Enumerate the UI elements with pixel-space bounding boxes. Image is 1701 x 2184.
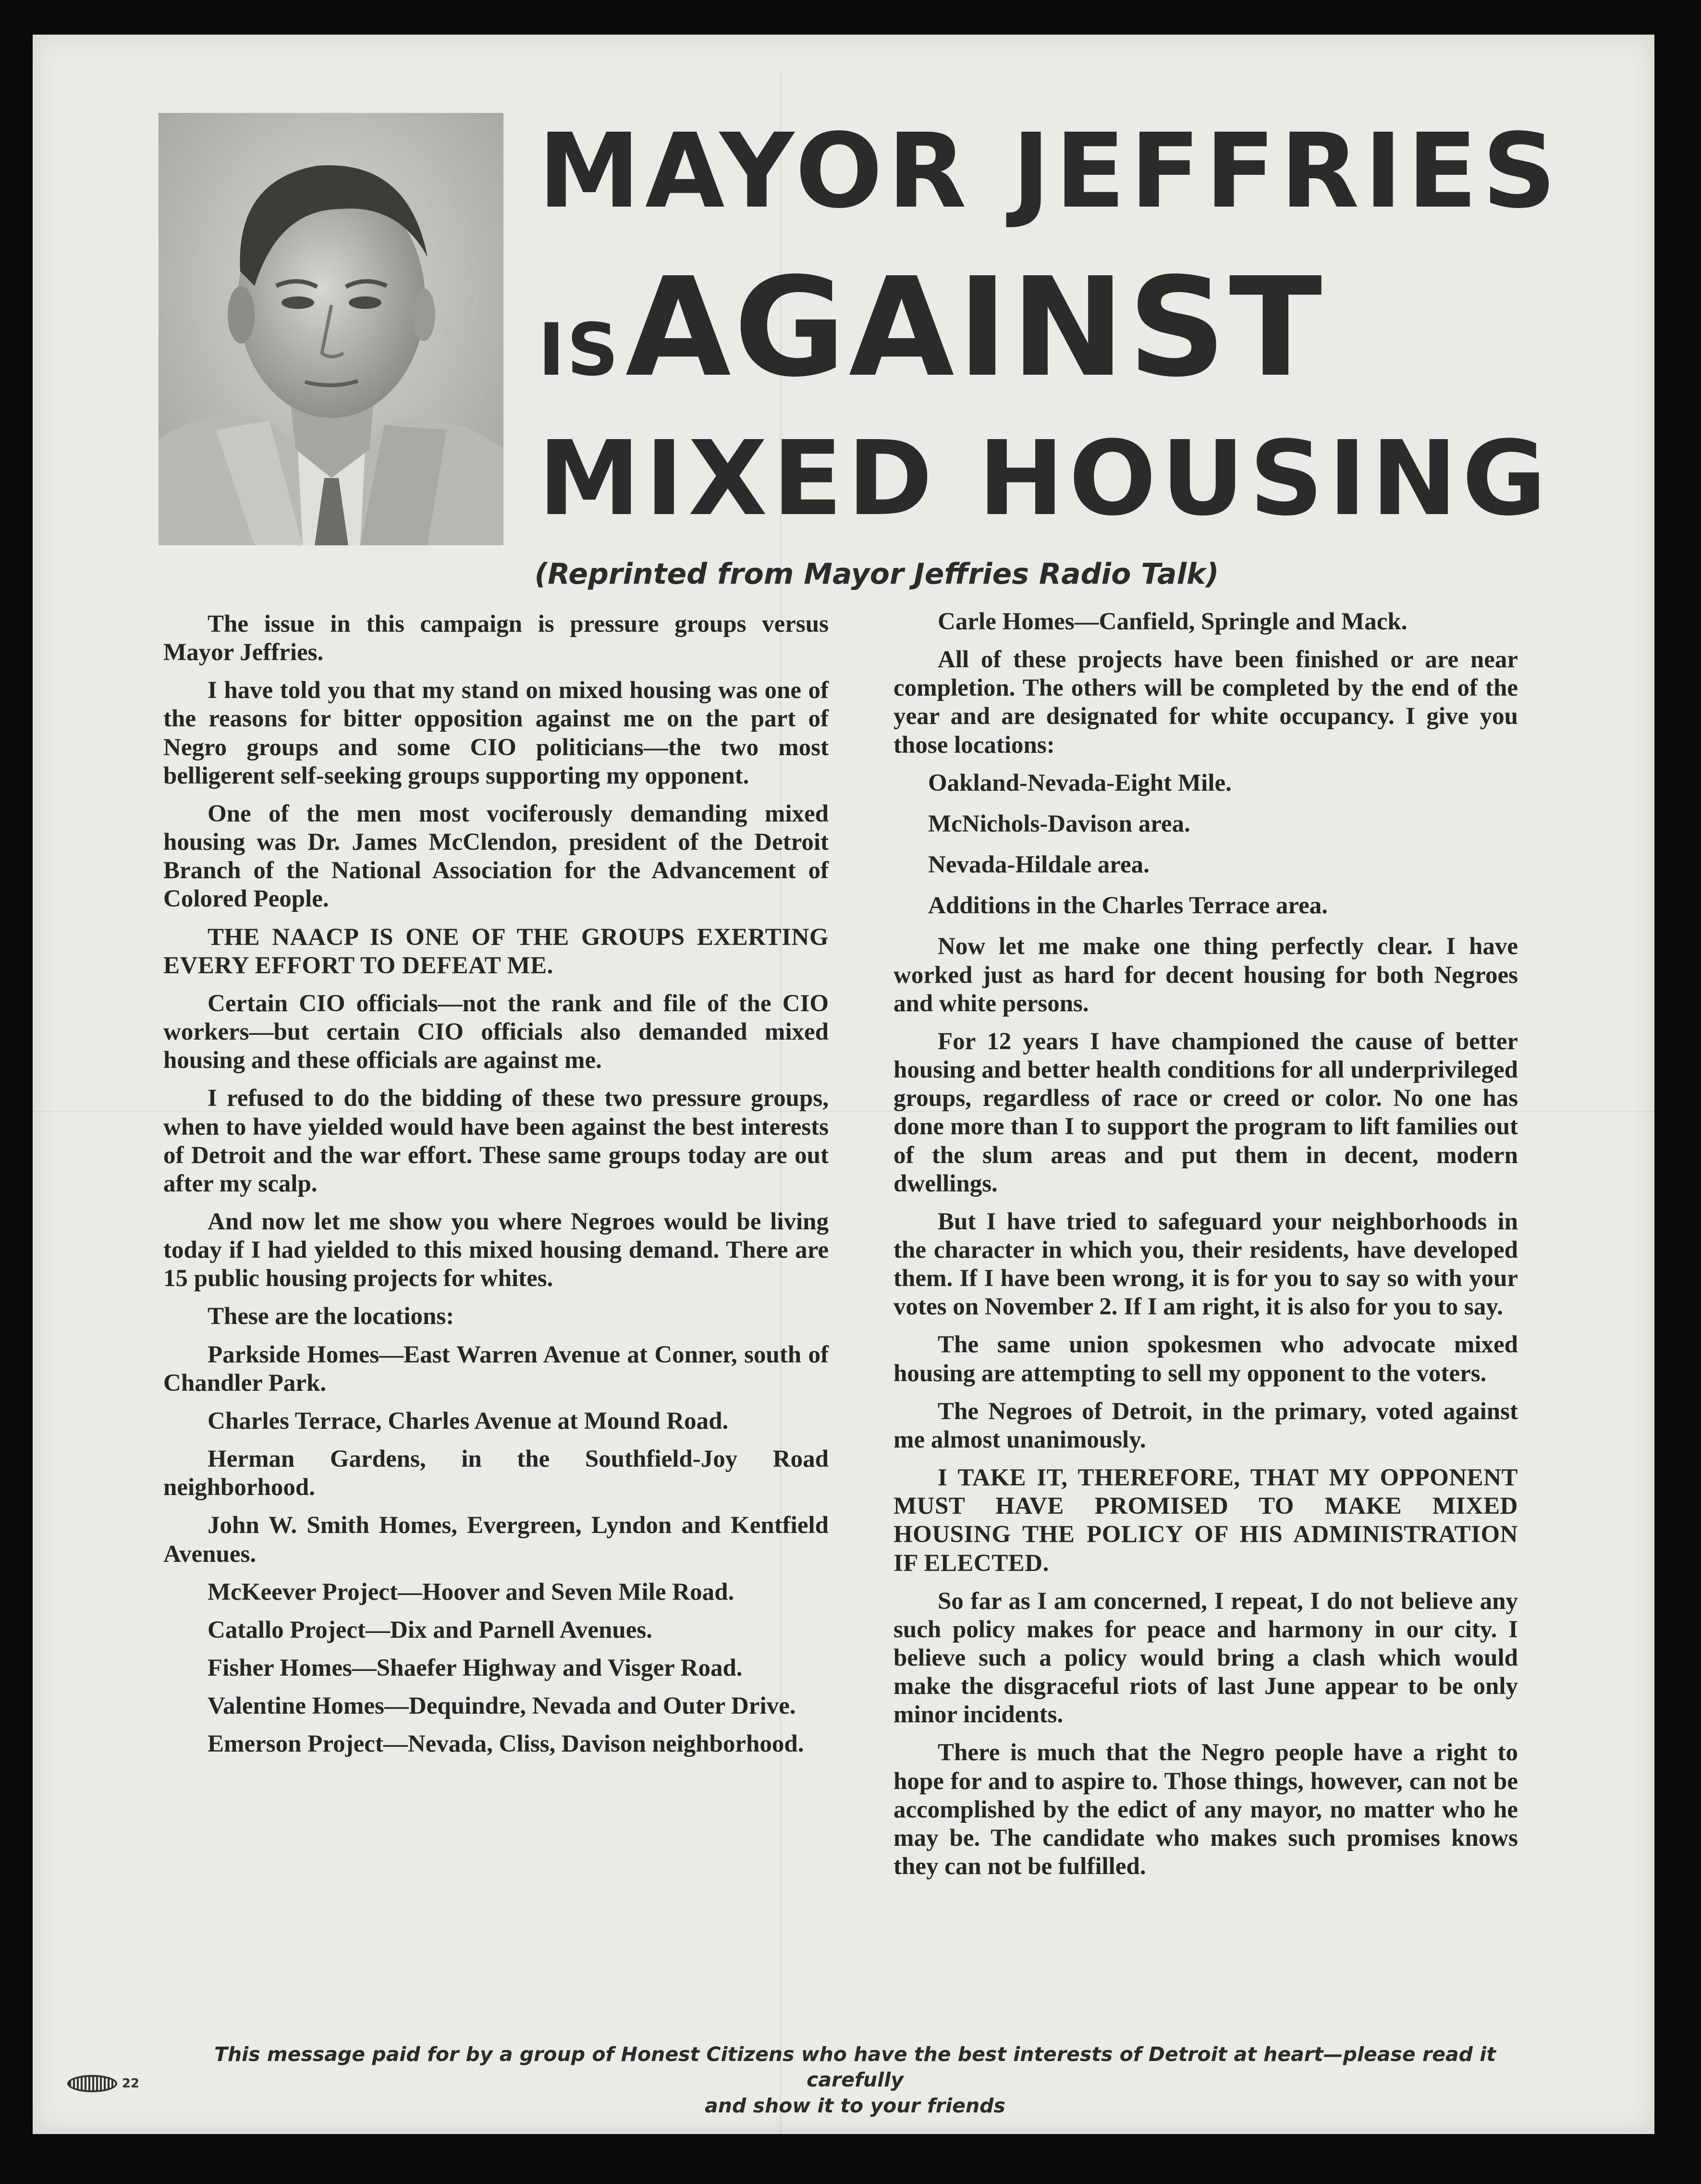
white-location-item: Nevada-Hildale area.: [928, 851, 1150, 879]
right-text-column: [893, 608, 1518, 1890]
location-item: Valentine Homes—Dequindre, Nevada and Outer Drive.: [208, 1693, 796, 1720]
footer-paid-notice: [163, 2042, 1547, 2119]
white-location-item: Additions in the Charles Terrace area.: [928, 892, 1328, 920]
location-item: Parkside Homes—East Warren Avenue at Conner, south of Chandler Park.: [163, 1341, 829, 1397]
location-item: Herman Gardens, in the Southfield-Joy Road neighborhood.: [163, 1446, 829, 1501]
location-item: McKeever Project—Hoover and Seven Mile Road.: [208, 1578, 734, 1606]
paragraph: Now let me make one thing perfectly clear. I have worked just as hard for decent housing for both Negroes and white persons.: [893, 933, 1518, 1017]
footer-line-2: and show it to your friends: [705, 2094, 1005, 2117]
location-item: John W. Smith Homes, Evergreen, Lyndon and Kentfield Avenues.: [163, 1512, 829, 1568]
union-bug-number: 22: [122, 2076, 139, 2091]
subtitle-reprinted: (Reprinted from Mayor Jeffries Radio Talk): [534, 557, 1219, 591]
paragraph: The issue in this campaign is pressure groups versus Mayor Jeffries.: [163, 611, 829, 666]
headline-is: IS: [538, 308, 621, 392]
headline-against: AGAINST: [625, 248, 1325, 407]
union-label-mark: [67, 2072, 139, 2096]
paragraph: Certain CIO officials—not the rank and file of the CIO workers—but certain CIO officials also demanded mixed housing and these officials are against me.: [163, 990, 829, 1074]
footer-line-1: This message paid for by a group of Honest Citizens who have the best interests of Detroit at heart—please read it carefully: [214, 2043, 1496, 2092]
location-item: Carle Homes—Canfield, Springle and Mack.: [938, 608, 1407, 635]
location-item: Catallo Project—Dix and Parnell Avenues.: [208, 1616, 652, 1644]
paragraph: There is much that the Negro people have a right to hope for and to aspire to. Those things, however, can not be accomplished by the edict of any mayor, no matter who he may be. The candidate who makes such promises knows they can not be fulfilled.: [893, 1739, 1518, 1880]
location-item: Emerson Project—Nevada, Cliss, Davison neighborhood.: [208, 1730, 804, 1758]
headline-line-2: [538, 248, 1528, 407]
paragraph: I refused to do the bidding of these two pressure groups, when to have yielded would have been against the best interests of Detroit and the war effort. These same groups today are out after my scalp.: [163, 1085, 829, 1197]
headline-line-3: MIXED HOUSING: [538, 419, 1552, 539]
paragraph: I have told you that my stand on mixed housing was one of the reasons for bitter opposition against me on the part of Negro groups and some CIO politicians—the two most belligerent self-seeking groups supporting my opponent.: [163, 677, 829, 789]
location-item: Charles Terrace, Charles Avenue at Mound Road.: [208, 1407, 729, 1435]
headline-line-1: MAYOR JEFFRIES: [538, 111, 1561, 231]
paragraph: The Negroes of Detroit, in the primary, voted against me almost unanimously.: [893, 1398, 1518, 1453]
paragraph: The same union spokesmen who advocate mixed housing are attempting to sell my opponent to the voters.: [893, 1331, 1518, 1387]
paragraph: These are the locations:: [208, 1303, 454, 1330]
paragraph: All of these projects have been finished or are near completion. The others will be completed by the end of the year and are designated for white occupancy. I give you those locations:: [893, 646, 1518, 759]
paragraph-emphasis: THE NAACP IS ONE OF THE GROUPS EXERTING EVERY EFFORT TO DEFEAT ME.: [163, 923, 829, 979]
paragraph-emphasis: I TAKE IT, THEREFORE, THAT MY OPPONENT MUST HAVE PROMISED TO MAKE MIXED HOUSING THE POLICY OF HIS ADMINISTRATION IF ELECTED.: [893, 1464, 1518, 1577]
paragraph: But I have tried to safeguard your neighborhoods in the character in which you, their residents, have developed them. If I have been wrong, it is for you to say so with your votes on November 2. If I am right, it is also for you to say.: [893, 1208, 1518, 1321]
paragraph: So far as I am concerned, I repeat, I do not believe any such policy makes for peace and harmony in our city. I believe such a policy would bring a clash which would make the disgraceful riots of last June appear to be only minor incidents.: [893, 1587, 1518, 1729]
left-text-column: [163, 610, 829, 1768]
location-item: Fisher Homes—Shaefer Highway and Visger Road.: [208, 1655, 743, 1681]
white-location-item: Oakland-Nevada-Eight Mile.: [928, 769, 1232, 797]
mayor-portrait-photo: [159, 113, 503, 545]
paragraph: And now let me show you where Negroes would be living today if I had yielded to this mixed housing demand. There are 15 public housing projects for whites.: [163, 1208, 829, 1292]
paragraph: One of the men most vociferously demanding mixed housing was Dr. James McClendon, president of the Detroit Branch of the National Association for the Advancement of Colored People.: [163, 800, 829, 913]
white-location-item: McNichols-Davison area.: [928, 810, 1190, 837]
union-bug-icon: [67, 2075, 117, 2092]
paragraph: For 12 years I have championed the cause of better housing and better health conditions for all underprivileged groups, regardless of race or creed or color. No one has done more than I to support the program to lift families out of the slum areas and put them in decent, modern dwellings.: [893, 1028, 1518, 1197]
